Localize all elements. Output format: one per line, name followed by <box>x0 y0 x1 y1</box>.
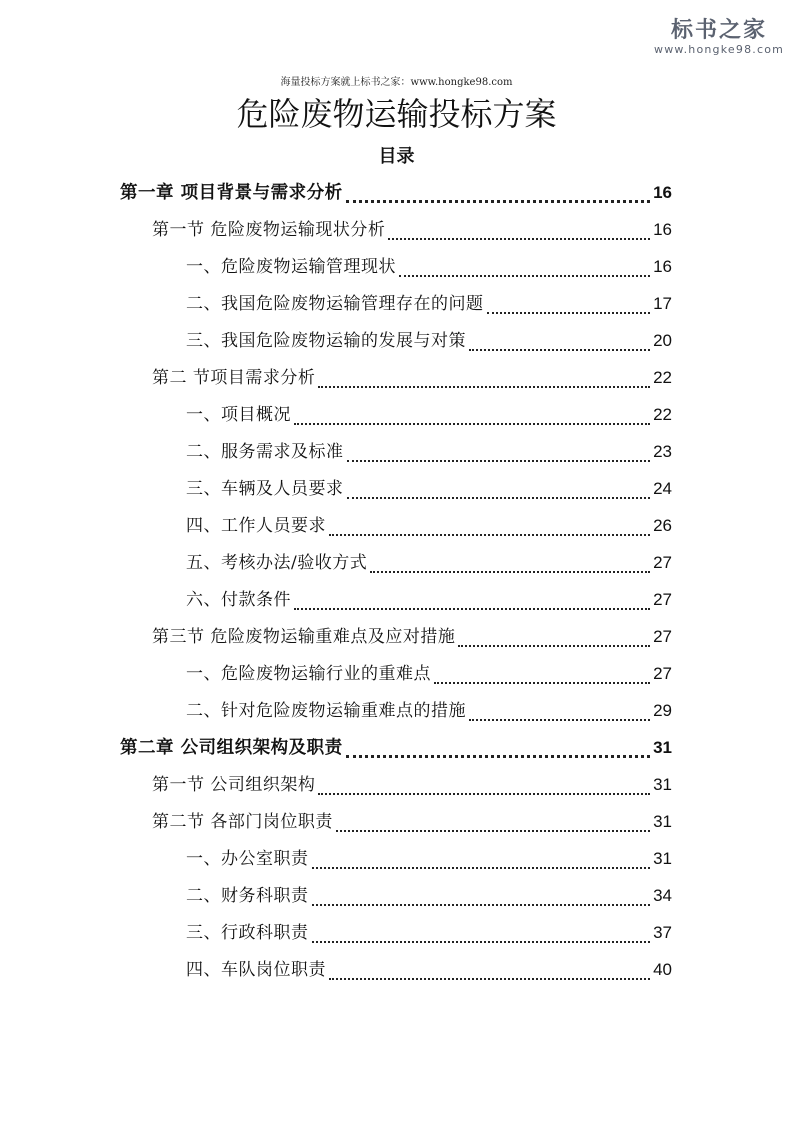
toc-heading: 目录 <box>378 146 415 167</box>
toc-entry-section[interactable] <box>152 768 672 798</box>
toc-entry-page: 40 <box>653 960 672 979</box>
toc-leader <box>318 364 650 388</box>
toc-entry-label: 三、行政科职责 <box>186 923 309 943</box>
toc-entry-page: 31 <box>653 738 672 757</box>
toc-entry-label: 四、车队岗位职责 <box>186 960 326 980</box>
toc-entry-subsection[interactable] <box>186 472 672 502</box>
toc-entry-page: 17 <box>653 294 672 313</box>
toc-leader <box>347 438 651 462</box>
toc-entry-page: 22 <box>653 368 672 387</box>
toc-leader <box>312 919 651 943</box>
toc-entry-page: 16 <box>653 183 672 202</box>
toc-entry-label: 二、我国危险废物运输管理存在的问题 <box>186 294 484 314</box>
toc-entry-subsection[interactable] <box>186 250 672 280</box>
toc-entry-label: 一、危险废物运输管理现状 <box>186 257 396 277</box>
toc-entry-subsection[interactable] <box>186 287 672 317</box>
toc-entry-subsection[interactable] <box>186 546 672 576</box>
toc-leader <box>469 697 650 721</box>
toc-entry-label: 五、考核办法/验收方式 <box>186 553 368 573</box>
toc-leader <box>388 216 650 240</box>
toc-entry-page: 27 <box>653 553 672 572</box>
toc-leader <box>487 290 651 314</box>
toc-entry-subsection[interactable] <box>186 509 672 539</box>
toc-entry-label: 第二 节项目需求分析 <box>152 368 316 388</box>
toc-entry-page: 27 <box>653 590 672 609</box>
toc-leader <box>312 845 651 869</box>
site-logo <box>654 18 784 56</box>
toc-entry-subsection[interactable] <box>186 583 672 613</box>
toc-entry-page: 31 <box>653 849 672 868</box>
toc-leader <box>434 660 650 684</box>
toc-leader <box>329 956 650 980</box>
toc-entry-page: 37 <box>653 923 672 942</box>
toc-entry-page: 23 <box>653 442 672 461</box>
toc-entry-page: 16 <box>653 257 672 276</box>
toc-leader <box>399 253 650 277</box>
toc-entry-page: 22 <box>653 405 672 424</box>
toc-entry-label: 一、办公室职责 <box>186 849 309 869</box>
toc-entry-label: 二、针对危险废物运输重难点的措施 <box>186 701 466 721</box>
toc-entry-page: 16 <box>653 220 672 239</box>
promo-text: 海量投标方案就上标书之家：www.hongke98.com <box>280 77 513 88</box>
toc-entry-label: 第一节 危险废物运输现状分析 <box>152 220 386 240</box>
toc-leader <box>294 401 650 425</box>
toc-entry-subsection[interactable] <box>186 324 672 354</box>
toc-entry-subsection[interactable] <box>186 657 672 687</box>
toc-leader <box>469 327 650 351</box>
toc-entry-page: 27 <box>653 664 672 683</box>
toc-entry-page: 27 <box>653 627 672 646</box>
toc-entry-subsection[interactable] <box>186 435 672 465</box>
toc-entry-subsection[interactable] <box>186 953 672 983</box>
toc-entry-label: 四、工作人员要求 <box>186 516 326 536</box>
toc-entry-label: 第三节 危险废物运输重难点及应对措施 <box>152 627 456 647</box>
toc-leader <box>336 808 650 832</box>
toc-entry-subsection[interactable] <box>186 398 672 428</box>
toc-entry-section[interactable] <box>152 213 672 243</box>
toc-entry-label: 六、付款条件 <box>186 590 291 610</box>
toc-entry-section[interactable] <box>152 805 672 835</box>
toc-entry-label: 二、服务需求及标准 <box>186 442 344 462</box>
toc-entry-label: 一、危险废物运输行业的重难点 <box>186 664 431 684</box>
toc-leader <box>370 549 650 573</box>
toc-entry-label: 第一章 项目背景与需求分析 <box>120 183 343 203</box>
toc-entry-section[interactable] <box>152 361 672 391</box>
toc-leader <box>312 882 651 906</box>
logo-text: 标书之家 <box>670 18 767 43</box>
logo-url: www.hongke98.com <box>654 43 785 56</box>
toc-leader <box>458 623 650 647</box>
toc-entry-label: 第二章 公司组织架构及职责 <box>120 738 343 758</box>
toc-leader <box>346 178 650 203</box>
toc-entry-subsection[interactable] <box>186 916 672 946</box>
document-title: 危险废物运输投标方案 <box>236 95 557 133</box>
toc-entry-subsection[interactable] <box>186 694 672 724</box>
toc-leader <box>318 771 650 795</box>
toc-leader <box>294 586 650 610</box>
toc-entry-page: 34 <box>653 886 672 905</box>
toc-entry-subsection[interactable] <box>186 842 672 872</box>
toc-leader <box>347 475 651 499</box>
toc-entry-label: 二、财务科职责 <box>186 886 309 906</box>
toc-entry-page: 26 <box>653 516 672 535</box>
toc-entry-label: 一、项目概况 <box>186 405 291 425</box>
table-of-contents <box>0 176 793 996</box>
toc-entry-label: 三、我国危险废物运输的发展与对策 <box>186 331 466 351</box>
toc-entry-page: 31 <box>653 775 672 794</box>
toc-leader <box>346 733 650 758</box>
toc-entry-page: 24 <box>653 479 672 498</box>
toc-entry-label: 第一节 公司组织架构 <box>152 775 316 795</box>
toc-entry-page: 20 <box>653 331 672 350</box>
toc-entry-subsection[interactable] <box>186 879 672 909</box>
toc-entry-section[interactable] <box>152 620 672 650</box>
toc-entry-page: 29 <box>653 701 672 720</box>
toc-entry-chapter[interactable] <box>120 731 672 761</box>
toc-entry-chapter[interactable] <box>120 176 672 206</box>
toc-entry-label: 三、车辆及人员要求 <box>186 479 344 499</box>
toc-leader <box>329 512 650 536</box>
toc-entry-label: 第二节 各部门岗位职责 <box>152 812 333 832</box>
toc-entry-page: 31 <box>653 812 672 831</box>
